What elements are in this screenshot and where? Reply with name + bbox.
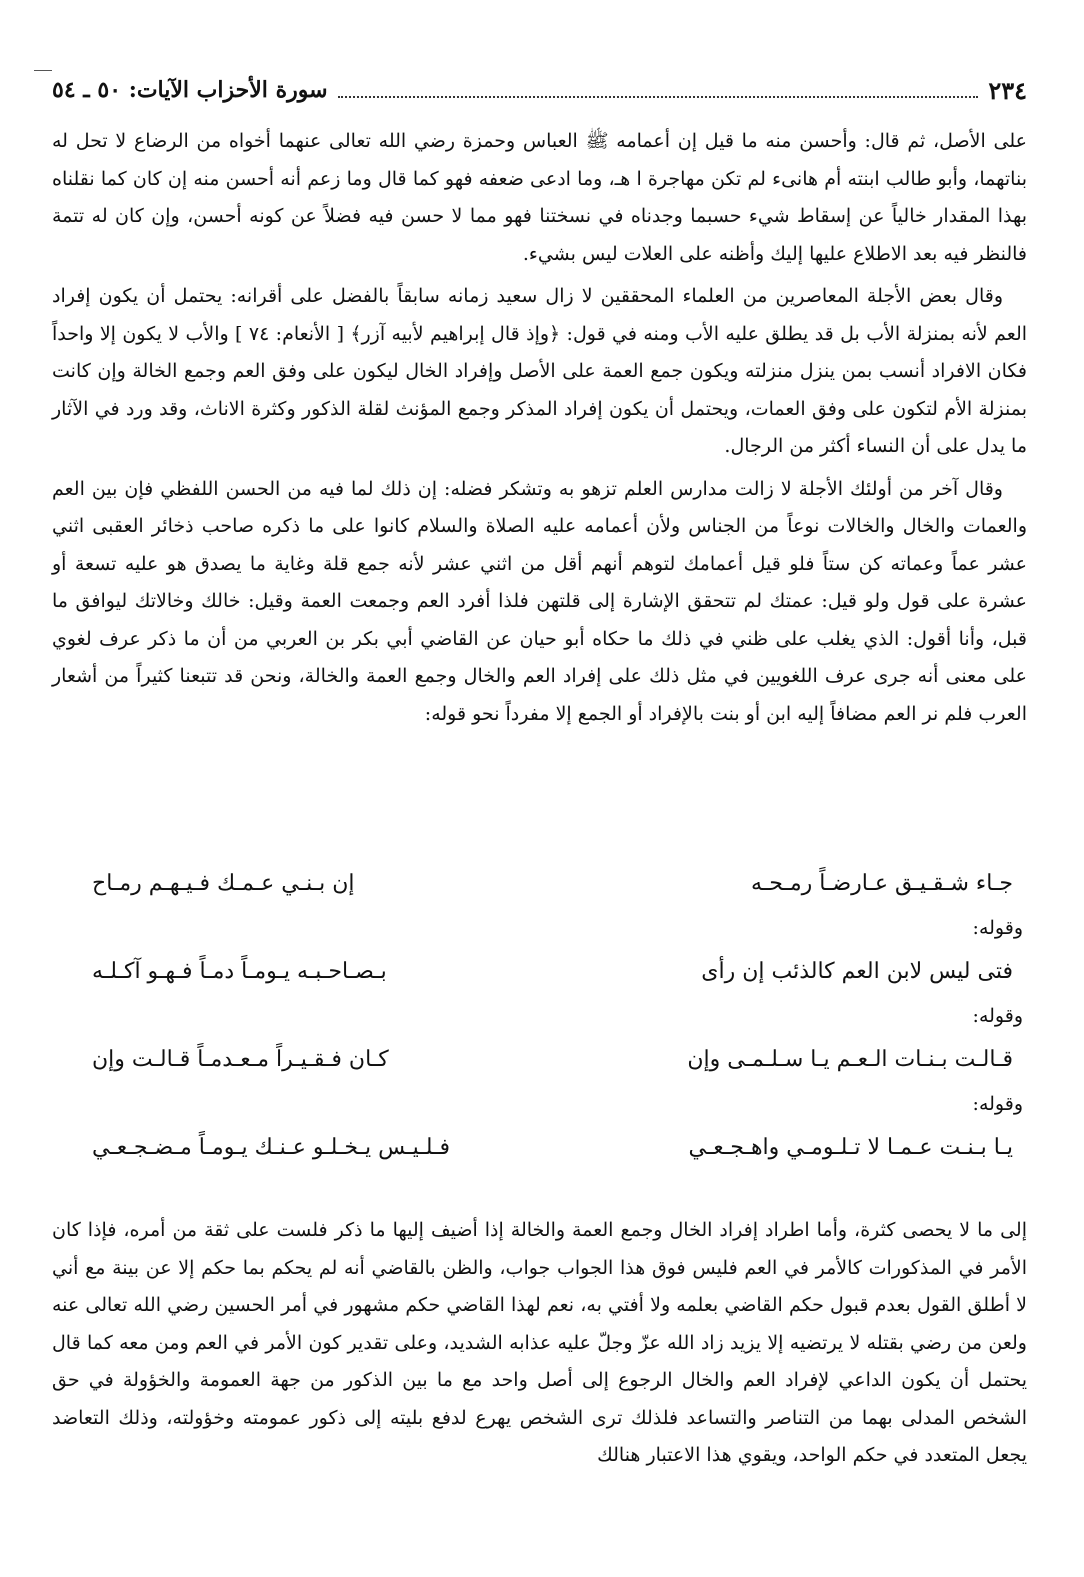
paragraph-1: على الأصل، ثم قال: وأحسن منه ما قيل إن أعمامه ﷺ العباس وحمزة رضي الله تعالى عنهما أخواه من الرضاع لا تحل له بناتهما، وأبو طالب ابنته أم هانىء لم تكن مهاجرة ا هـ، وما ادعى ضعفه فهو كما قال وما زعم أنه أحسن منه إن كان كما نقلناه بهذا المقدار خالياً عن إسقاط شيء حسبما وجدناه في نسختنا فهو مما لا حسن فيه فضلاً عن كونه أحسن، وإن كان له تتمة فالنظر فيه بعد الاطلاع عليها إليك وأظنه على العلات ليس بشيء. bbox=[52, 130, 1027, 265]
verse-4-first-hemistich: يـا بـنـت عـمـا لا تـلـومـي واهـجـعـي bbox=[688, 1135, 1013, 1161]
running-title: سورة الأحزاب الآيات: ٥٠ ـ ٥٤ bbox=[52, 77, 328, 103]
page-number: ٢٣٤ bbox=[988, 75, 1027, 105]
verse-2-label: وقوله: bbox=[972, 1005, 1023, 1027]
verse-1-label: وقوله: bbox=[972, 917, 1023, 939]
verse-3-first-hemistich: قـالـت بـنـات الـعـم يـا سـلـمـى وإن bbox=[687, 1047, 1013, 1073]
poetry-block bbox=[52, 858, 1027, 1174]
verse-1 bbox=[52, 858, 1027, 910]
verse-1-second-hemistich: إن بـنـي عـمـك فـيـهـم رمـاح bbox=[92, 871, 355, 897]
verse-2 bbox=[52, 946, 1027, 998]
verse-2-second-hemistich: بـصـاحـبـه يـومـاً دمـاً فـهـو آكـلـه bbox=[92, 959, 387, 985]
verse-4-second-hemistich: فـلـيـس يـخـلـو عـنـك يـومـاً مـضـجـعـي bbox=[92, 1135, 450, 1161]
body-text-top bbox=[52, 123, 1027, 738]
verse-4 bbox=[52, 1122, 1027, 1174]
verse-3-label: وقوله: bbox=[972, 1093, 1023, 1115]
paragraph-3: وقال آخر من أولئك الأجلة لا زالت مدارس العلم تزهو به وتشكر فضله: إن ذلك لما فيه من الحسن اللفظي فإن بين العم والعمات والخال والخالات نوعاً من الجناس ولأن أعمامه عليه الصلاة والسلام كانوا على ما ذكره صاحب ذخائر العقبى اثني عشر عماً وعماته كن ستاً فلو قيل أعمامك لتوهم أنهم أقل من اثني عشر لأنه جمع قلة وغاية ما يصدق هو عليه تسعة أو عشرة على قول ولو قيل: عمتك لم تتحقق الإشارة إلى قلتهن فلذا أفرد العم وجمعت العمة وقيل: خالك وخالاتك ليوافق ما قبل، وأنا أقول: الذي يغلب على ظني في ذلك ما حكاه أبو حيان عن القاضي أبي بكر بن العربي من أن ما ذكر عرف لغوي على معنى أنه جرى عرف اللغويين في مثل ذلك على إفراد العم والخال وجمع العمة والخالة، ونحن قد تتبعنا كثيراً من أشعار العرب فلم نر العم مضافاً إليه ابن أو بنت بالإفراد أو الجمع إلا مفرداً نحو قوله: bbox=[52, 477, 1027, 725]
verse-3-second-hemistich: كـان فـقـيـراً مـعـدمـاً قـالـت وإن bbox=[92, 1047, 389, 1073]
verse-2-first-hemistich: فتى ليس لابن العم كالذئب إن رأى bbox=[701, 959, 1013, 985]
margin-mark bbox=[34, 70, 52, 71]
verse-3 bbox=[52, 1034, 1027, 1086]
body-text-bottom bbox=[52, 1212, 1027, 1480]
header-leader-dots bbox=[338, 82, 979, 98]
paragraph-4: إلى ما لا يحصى كثرة، وأما اطراد إفراد الخال وجمع العمة والخالة إذا أضيف إليها ما ذكر فلست على ثقة من أمره، فإذا كان الأمر في المذكورات كالأمر في العم فليس فوق هذا الجواب جواب، والظن بالقاضي أنه لم يحكم بما حكم إلا عن بينة مع أني لا أطلق القول بعدم قبول حكم القاضي بعلمه ولا أفتي به، نعم لهذا القاضي حكم مشهور في أمر الحسين رضي الله تعالى عنه ولعن من رضي بقتله لا يرتضيه إلا يزيد زاد الله عزّ وجلّ عليه عذابه الشديد، وعلى تقدير كون الأمر في العم ومن معه كما قال يحتمل أن يكون الداعي لإفراد العم والخال الرجوع إلى أصل واحد مع ما بين الذكور من جهة العمومة والخؤولة في حق الشخص المدلى بهما من التناصر والتساعد فلذلك ترى الشخص يهرع لدفع بليته إلى ذكور عمومته وخؤولته، وذلك التعاضد يجعل المتعدد في حكم الواحد، ويقوي هذا الاعتبار هنالك bbox=[52, 1219, 1028, 1466]
verse-1-first-hemistich: جـاء شـقـيـق عـارضـاً رمـحـه bbox=[751, 871, 1013, 897]
paragraph-2: وقال بعض الأجلة المعاصرين من العلماء المحققين لا زال سعيد زمانه سابقاً بالفضل على أقرانه: يحتمل أن يكون إفراد العم لأنه بمنزلة الأب بل قد يطلق عليه الأب ومنه في قول: ﴿وإذ قال إبراهيم لأبيه آزر﴾ [ الأنعام: ٧٤ ] والأب لا يكون إلا واحداً فكان الافراد أنسب بمن ينزل منزلته ويكون جمع العمة على الأصل وإفراد الخال ليكون على وفق العم وجمع الخالة وإن كانت بمنزلة الأم لتكون على وفق العمات، ويحتمل أن يكون إفراد المذكر وجمع المؤنث لقلة الذكور وكثرة الاناث، وقد ورد في الآثار ما يدل على أن النساء أكثر من الرجال. bbox=[52, 285, 1028, 457]
page-header bbox=[52, 70, 1027, 110]
